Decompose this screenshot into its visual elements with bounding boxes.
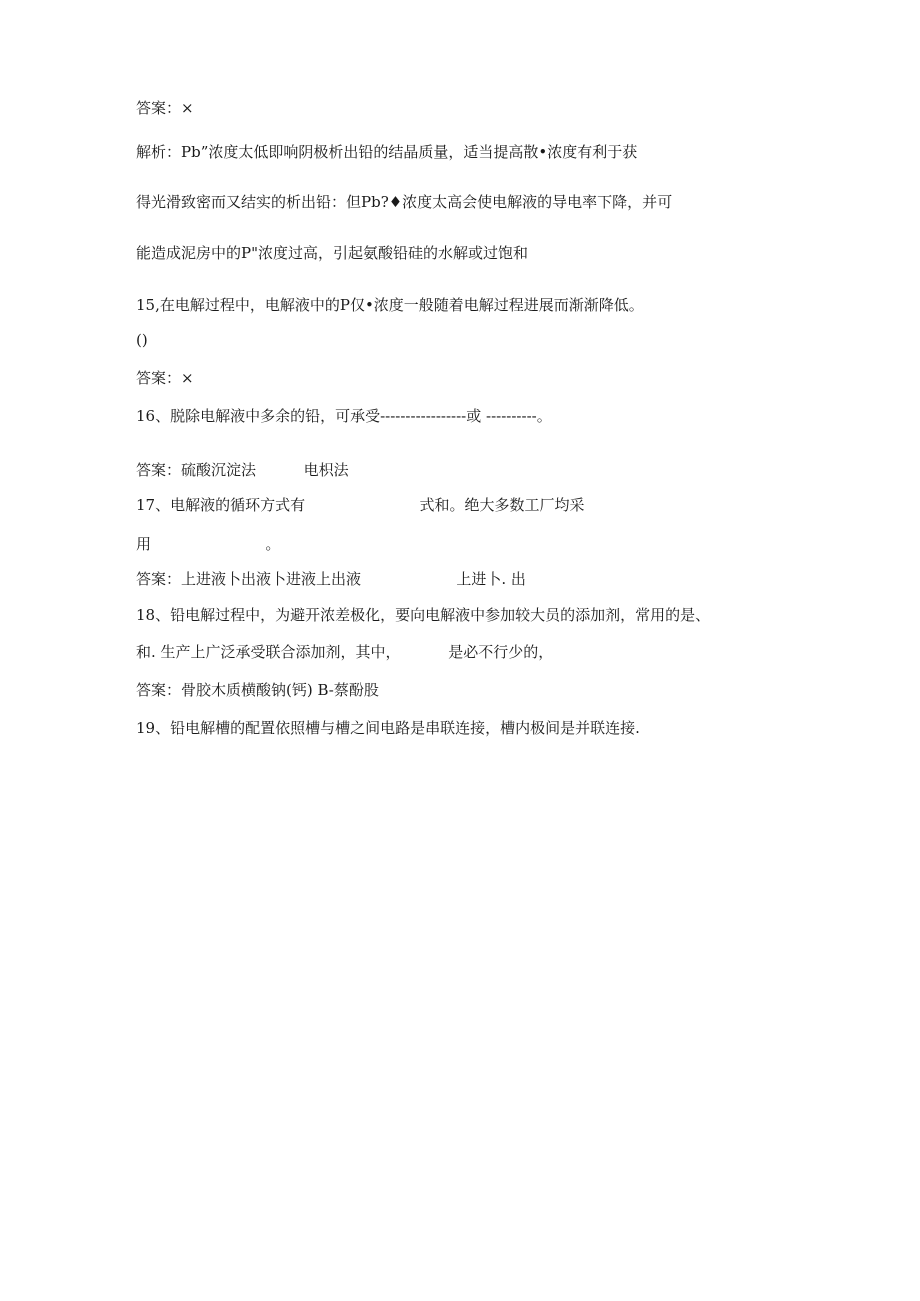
answer-16: 答案：硫酸沉淀法 电枳法 xyxy=(136,461,349,479)
question-17-line-2: 用 。 xyxy=(136,535,281,553)
answer-line-14: 答案：× xyxy=(136,99,194,117)
answer-17: 答案：上进液卜出液卜进液上出液 上进卜. 出 xyxy=(136,570,526,588)
answer-15: 答案：× xyxy=(136,369,194,387)
question-15: 15,在电解过程中，电解液中的P仅•浓度一般随着电解过程进展而渐渐降低。 xyxy=(136,296,644,314)
explanation-line-1: 解析：Pb”浓度太低即响阴极析出铅的结晶质量，适当提高散•浓度有利于获 xyxy=(136,143,638,161)
question-18-line-1: 18、铅电解过程中，为避开浓差极化，要向电解液中参加较大员的添加剂，常用的是、 xyxy=(136,606,711,624)
explanation-line-3: 能造成泥房中的P"浓度过高，引起氨酸铅硅的水解或过饱和 xyxy=(136,244,528,262)
question-17-line-1: 17、电解液的循环方式有 式和。绝大多数工厂均采 xyxy=(136,496,585,514)
question-19: 19、铅电解槽的配置依照槽与槽之间电路是串联连接，槽内极间是并联连接. xyxy=(136,719,640,737)
answer-18: 答案：骨胶木质横酸钠(钙) B-蔡酚股 xyxy=(136,681,379,699)
question-16: 16、脱除电解液中多余的铅，可承受-----------------或 ----------。 xyxy=(136,407,552,425)
question-18-line-2: 和. 生产上广泛承受联合添加剂，其中， 是必不行少的， xyxy=(136,643,554,661)
explanation-line-2: 得光滑致密而又结实的析出铅：但Pb?♦浓度太高会使电解液的导电率下降，并可 xyxy=(136,193,673,211)
question-15-blank: () xyxy=(136,331,148,349)
